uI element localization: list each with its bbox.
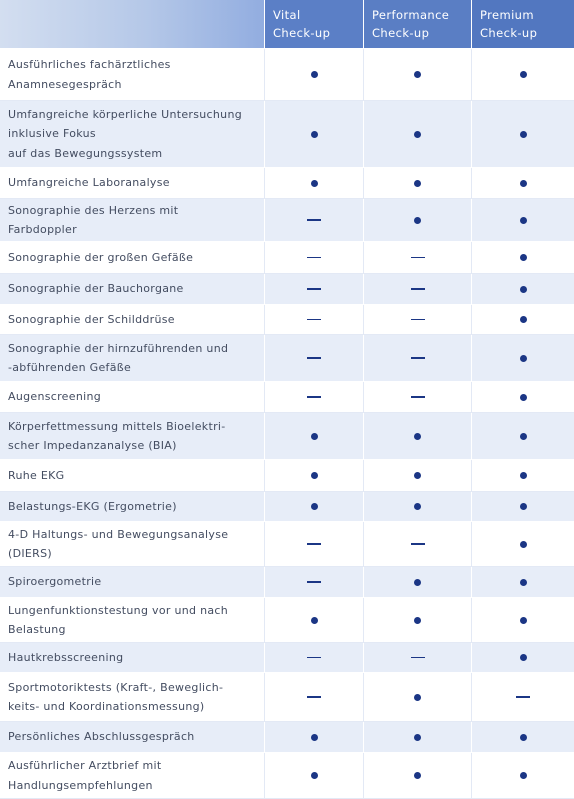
- not-included-dash-icon: [411, 657, 425, 659]
- vital-cell: [265, 598, 364, 642]
- vital-cell: [265, 274, 364, 304]
- table-row: [0, 242, 574, 274]
- row-label-cell: [0, 335, 265, 381]
- row-label: Persönliches Abschlussgespräch: [8, 730, 195, 744]
- vital-cell: [265, 567, 364, 597]
- row-label-cell: [0, 567, 265, 597]
- included-dot-icon: [520, 541, 527, 548]
- vital-cell: [265, 522, 364, 566]
- performance-cell: [364, 335, 472, 381]
- premium-cell: [472, 274, 574, 304]
- included-dot-icon: [414, 433, 421, 440]
- performance-cell: [364, 598, 472, 642]
- included-dot-icon: [311, 131, 318, 138]
- premium-cell: [472, 753, 574, 798]
- vital-cell: [265, 673, 364, 721]
- included-dot-icon: [414, 217, 421, 224]
- row-label: Lungenfunktionstestung vor und nach Belastung: [8, 603, 229, 636]
- row-label: Ausführliches fachärztliches Anamnesegespräch: [8, 58, 171, 91]
- row-label: Umfangreiche körperliche Untersuchung inklusive Fokus auf das Bewegungssystem: [8, 107, 242, 160]
- vital-cell: [265, 460, 364, 491]
- row-label: Sportmotoriktests (Kraft-, Beweglich- keits- und Koordinationsmessung): [8, 680, 224, 713]
- vital-cell: [265, 722, 364, 752]
- included-dot-icon: [520, 217, 527, 224]
- premium-cell: [472, 305, 574, 334]
- premium-cell: [472, 673, 574, 721]
- performance-cell: [364, 101, 472, 167]
- not-included-dash-icon: [411, 257, 425, 259]
- premium-cell: [472, 643, 574, 672]
- included-dot-icon: [414, 503, 421, 510]
- table-row: [0, 49, 574, 101]
- premium-cell: [472, 567, 574, 597]
- table-row: [0, 305, 574, 335]
- included-dot-icon: [520, 316, 527, 323]
- table-row: [0, 522, 574, 567]
- included-dot-icon: [414, 772, 421, 779]
- not-included-dash-icon: [411, 396, 425, 398]
- vital-cell: [265, 305, 364, 334]
- premium-cell: [472, 460, 574, 491]
- premium-cell: [472, 49, 574, 100]
- vital-cell: [265, 382, 364, 412]
- included-dot-icon: [520, 503, 527, 510]
- included-dot-icon: [414, 131, 421, 138]
- included-dot-icon: [520, 394, 527, 401]
- included-dot-icon: [520, 71, 527, 78]
- performance-cell: [364, 753, 472, 798]
- included-dot-icon: [520, 617, 527, 624]
- vital-cell: [265, 101, 364, 167]
- table-row: [0, 274, 574, 305]
- row-label-cell: [0, 274, 265, 304]
- header-empty-cell: [0, 0, 265, 48]
- vital-cell: [265, 199, 364, 241]
- included-dot-icon: [414, 617, 421, 624]
- included-dot-icon: [520, 286, 527, 293]
- not-included-dash-icon: [307, 657, 321, 659]
- row-label-cell: [0, 242, 265, 273]
- included-dot-icon: [414, 180, 421, 187]
- included-dot-icon: [520, 579, 527, 586]
- included-dot-icon: [311, 472, 318, 479]
- row-label: Sonographie des Herzens mit Farbdoppler: [8, 203, 179, 236]
- premium-cell: [472, 413, 574, 459]
- table-row: [0, 753, 574, 799]
- not-included-dash-icon: [411, 319, 425, 321]
- row-label-cell: [0, 101, 265, 167]
- row-label: Ruhe EKG: [8, 468, 65, 482]
- included-dot-icon: [520, 131, 527, 138]
- table-row: [0, 492, 574, 522]
- row-label-cell: [0, 643, 265, 672]
- included-dot-icon: [311, 71, 318, 78]
- vital-cell: [265, 168, 364, 198]
- not-included-dash-icon: [411, 357, 425, 359]
- included-dot-icon: [520, 254, 527, 261]
- table-body: [0, 49, 574, 799]
- included-dot-icon: [311, 734, 318, 741]
- vital-cell: [265, 492, 364, 521]
- premium-cell: [472, 598, 574, 642]
- table-row: [0, 413, 574, 460]
- not-included-dash-icon: [307, 696, 321, 698]
- table-row: [0, 567, 574, 598]
- vital-cell: [265, 335, 364, 381]
- row-label-cell: [0, 722, 265, 752]
- table-row: [0, 460, 574, 492]
- header-premium-checkup: Premium Check-up: [472, 0, 574, 48]
- included-dot-icon: [414, 734, 421, 741]
- performance-cell: [364, 413, 472, 459]
- included-dot-icon: [520, 734, 527, 741]
- not-included-dash-icon: [307, 581, 321, 583]
- row-label-cell: [0, 492, 265, 521]
- header-vital-checkup: Vital Check-up: [265, 0, 364, 48]
- row-label-cell: [0, 522, 265, 566]
- included-dot-icon: [414, 579, 421, 586]
- not-included-dash-icon: [307, 543, 321, 545]
- performance-cell: [364, 567, 472, 597]
- premium-cell: [472, 101, 574, 167]
- table-header: [0, 0, 574, 49]
- row-label-cell: [0, 382, 265, 412]
- table-row: [0, 598, 574, 643]
- premium-cell: [472, 335, 574, 381]
- row-label: Augenscreening: [8, 390, 101, 404]
- included-dot-icon: [414, 694, 421, 701]
- vital-cell: [265, 753, 364, 798]
- row-label: Hautkrebsscreening: [8, 650, 124, 664]
- row-label: Körperfettmessung mittels Bioelektri- scher Impedanzanalyse (BIA): [8, 419, 226, 452]
- premium-cell: [472, 242, 574, 273]
- not-included-dash-icon: [307, 219, 321, 221]
- performance-cell: [364, 492, 472, 521]
- row-label-cell: [0, 460, 265, 491]
- premium-cell: [472, 722, 574, 752]
- table-row: [0, 199, 574, 242]
- header-performance-checkup: Performance Check-up: [364, 0, 472, 48]
- row-label-cell: [0, 49, 265, 100]
- included-dot-icon: [311, 503, 318, 510]
- table-row: [0, 335, 574, 382]
- row-label: Belastungs-EKG (Ergometrie): [8, 499, 177, 513]
- row-label-cell: [0, 413, 265, 459]
- row-label: Ausführlicher Arztbrief mit Handlungsempfehlungen: [8, 759, 162, 792]
- not-included-dash-icon: [307, 357, 321, 359]
- table-row: [0, 168, 574, 199]
- performance-cell: [364, 242, 472, 273]
- performance-cell: [364, 460, 472, 491]
- included-dot-icon: [414, 472, 421, 479]
- not-included-dash-icon: [411, 543, 425, 545]
- performance-cell: [364, 274, 472, 304]
- row-label: Sonographie der Bauchorgane: [8, 282, 184, 296]
- included-dot-icon: [311, 772, 318, 779]
- vital-cell: [265, 242, 364, 273]
- not-included-dash-icon: [307, 396, 321, 398]
- not-included-dash-icon: [307, 257, 321, 259]
- row-label-cell: [0, 199, 265, 241]
- row-label-cell: [0, 598, 265, 642]
- performance-cell: [364, 49, 472, 100]
- row-label-cell: [0, 673, 265, 721]
- row-label: 4-D Haltungs- und Bewegungsanalyse (DIERS): [8, 527, 229, 560]
- table-row: [0, 382, 574, 413]
- included-dot-icon: [520, 472, 527, 479]
- table-row: [0, 101, 574, 168]
- not-included-dash-icon: [307, 288, 321, 290]
- performance-cell: [364, 673, 472, 721]
- row-label-cell: [0, 168, 265, 198]
- included-dot-icon: [414, 71, 421, 78]
- not-included-dash-icon: [516, 696, 530, 698]
- included-dot-icon: [311, 617, 318, 624]
- included-dot-icon: [520, 180, 527, 187]
- row-label: Umfangreiche Laboranalyse: [8, 176, 170, 190]
- vital-cell: [265, 49, 364, 100]
- included-dot-icon: [520, 772, 527, 779]
- performance-cell: [364, 522, 472, 566]
- premium-cell: [472, 199, 574, 241]
- included-dot-icon: [520, 433, 527, 440]
- included-dot-icon: [520, 355, 527, 362]
- premium-cell: [472, 522, 574, 566]
- performance-cell: [364, 168, 472, 198]
- performance-cell: [364, 199, 472, 241]
- vital-cell: [265, 413, 364, 459]
- vital-cell: [265, 643, 364, 672]
- row-label: Sonographie der Schilddrüse: [8, 312, 175, 326]
- row-label: Sonographie der großen Gefäße: [8, 250, 194, 264]
- included-dot-icon: [520, 654, 527, 661]
- performance-cell: [364, 305, 472, 334]
- included-dot-icon: [311, 180, 318, 187]
- row-label-cell: [0, 305, 265, 334]
- table-row: [0, 673, 574, 722]
- row-label: Sonographie der hirnzuführenden und -abführenden Gefäße: [8, 341, 229, 374]
- not-included-dash-icon: [411, 288, 425, 290]
- row-label: Spiroergometrie: [8, 575, 102, 589]
- table-row: [0, 643, 574, 673]
- row-label-cell: [0, 753, 265, 798]
- not-included-dash-icon: [307, 319, 321, 321]
- performance-cell: [364, 722, 472, 752]
- premium-cell: [472, 168, 574, 198]
- included-dot-icon: [311, 433, 318, 440]
- performance-cell: [364, 382, 472, 412]
- premium-cell: [472, 492, 574, 521]
- table-row: [0, 722, 574, 753]
- performance-cell: [364, 643, 472, 672]
- premium-cell: [472, 382, 574, 412]
